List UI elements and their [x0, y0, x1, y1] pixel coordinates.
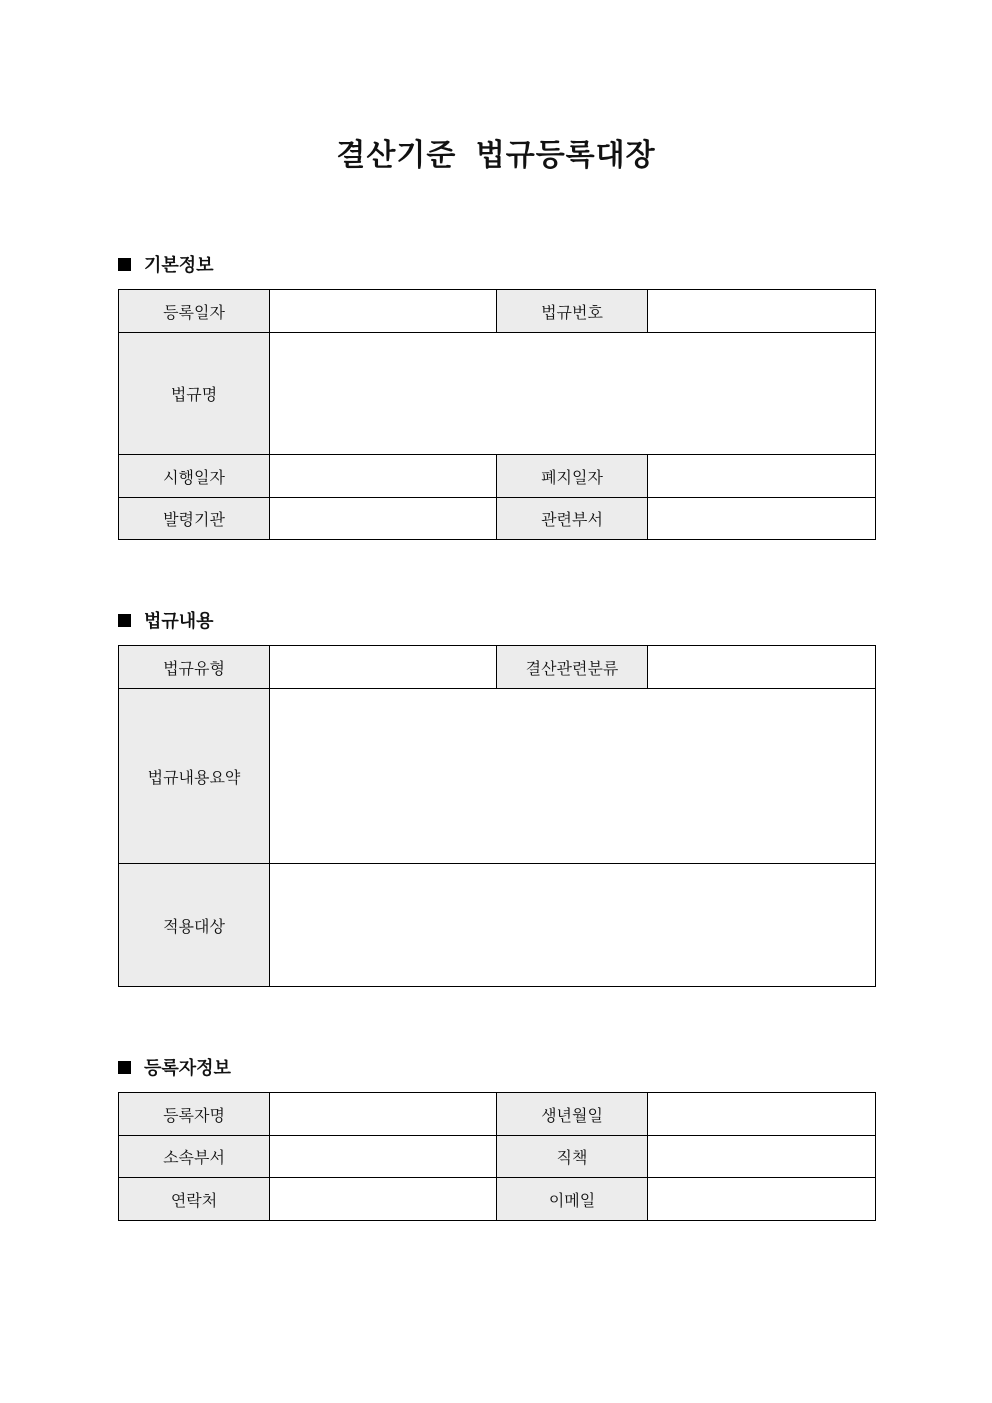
issuing-agency-field[interactable]	[270, 498, 497, 540]
law-number-label: 법규번호	[497, 290, 648, 333]
law-type-field[interactable]	[270, 646, 497, 689]
issuing-agency-label: 발령기관	[119, 498, 270, 540]
table-row	[119, 290, 876, 333]
settlement-category-field[interactable]	[648, 646, 876, 689]
table-row	[119, 1136, 876, 1178]
table-row	[119, 498, 876, 540]
square-bullet-icon	[118, 614, 131, 627]
birth-date-label: 생년월일	[497, 1093, 648, 1136]
applicable-target-label: 적용대상	[119, 864, 270, 987]
basic-info-table	[118, 289, 876, 540]
effective-date-field[interactable]	[270, 455, 497, 498]
square-bullet-icon	[118, 258, 131, 271]
section-heading-basic-info	[118, 252, 214, 276]
table-row	[119, 333, 876, 455]
registrant-name-label: 등록자명	[119, 1093, 270, 1136]
email-field[interactable]	[648, 1178, 876, 1221]
department-field[interactable]	[270, 1136, 497, 1178]
repeal-date-field[interactable]	[648, 455, 876, 498]
law-number-field[interactable]	[648, 290, 876, 333]
related-department-field[interactable]	[648, 498, 876, 540]
section-heading-label: 등록자정보	[144, 1058, 231, 1079]
registrant-name-field[interactable]	[270, 1093, 497, 1136]
contact-field[interactable]	[270, 1178, 497, 1221]
applicable-target-field[interactable]	[270, 864, 876, 987]
registration-date-field[interactable]	[270, 290, 497, 333]
table-row	[119, 689, 876, 864]
document-title: 결산기준 법규등록대장	[336, 138, 656, 173]
content-summary-field[interactable]	[270, 689, 876, 864]
position-field[interactable]	[648, 1136, 876, 1178]
law-name-field[interactable]	[270, 333, 876, 455]
square-bullet-icon	[118, 1061, 131, 1074]
table-row	[119, 455, 876, 498]
law-content-table	[118, 645, 876, 987]
contact-label: 연락처	[119, 1178, 270, 1221]
section-heading-label: 법규내용	[144, 611, 214, 632]
birth-date-field[interactable]	[648, 1093, 876, 1136]
content-summary-label: 법규내용요약	[119, 689, 270, 864]
table-row	[119, 864, 876, 987]
effective-date-label: 시행일자	[119, 455, 270, 498]
email-label: 이메일	[497, 1178, 648, 1221]
department-label: 소속부서	[119, 1136, 270, 1178]
section-heading-label: 기본정보	[144, 255, 214, 276]
law-name-label: 법규명	[119, 333, 270, 455]
table-row	[119, 1093, 876, 1136]
registration-date-label: 등록일자	[119, 290, 270, 333]
repeal-date-label: 폐지일자	[497, 455, 648, 498]
registrant-info-table	[118, 1092, 876, 1221]
table-row	[119, 1178, 876, 1221]
law-type-label: 법규유형	[119, 646, 270, 689]
position-label: 직책	[497, 1136, 648, 1178]
related-department-label: 관련부서	[497, 498, 648, 540]
section-heading-law-content	[118, 608, 214, 632]
table-row	[119, 646, 876, 689]
settlement-category-label: 결산관련분류	[497, 646, 648, 689]
section-heading-registrant-info	[118, 1055, 231, 1079]
